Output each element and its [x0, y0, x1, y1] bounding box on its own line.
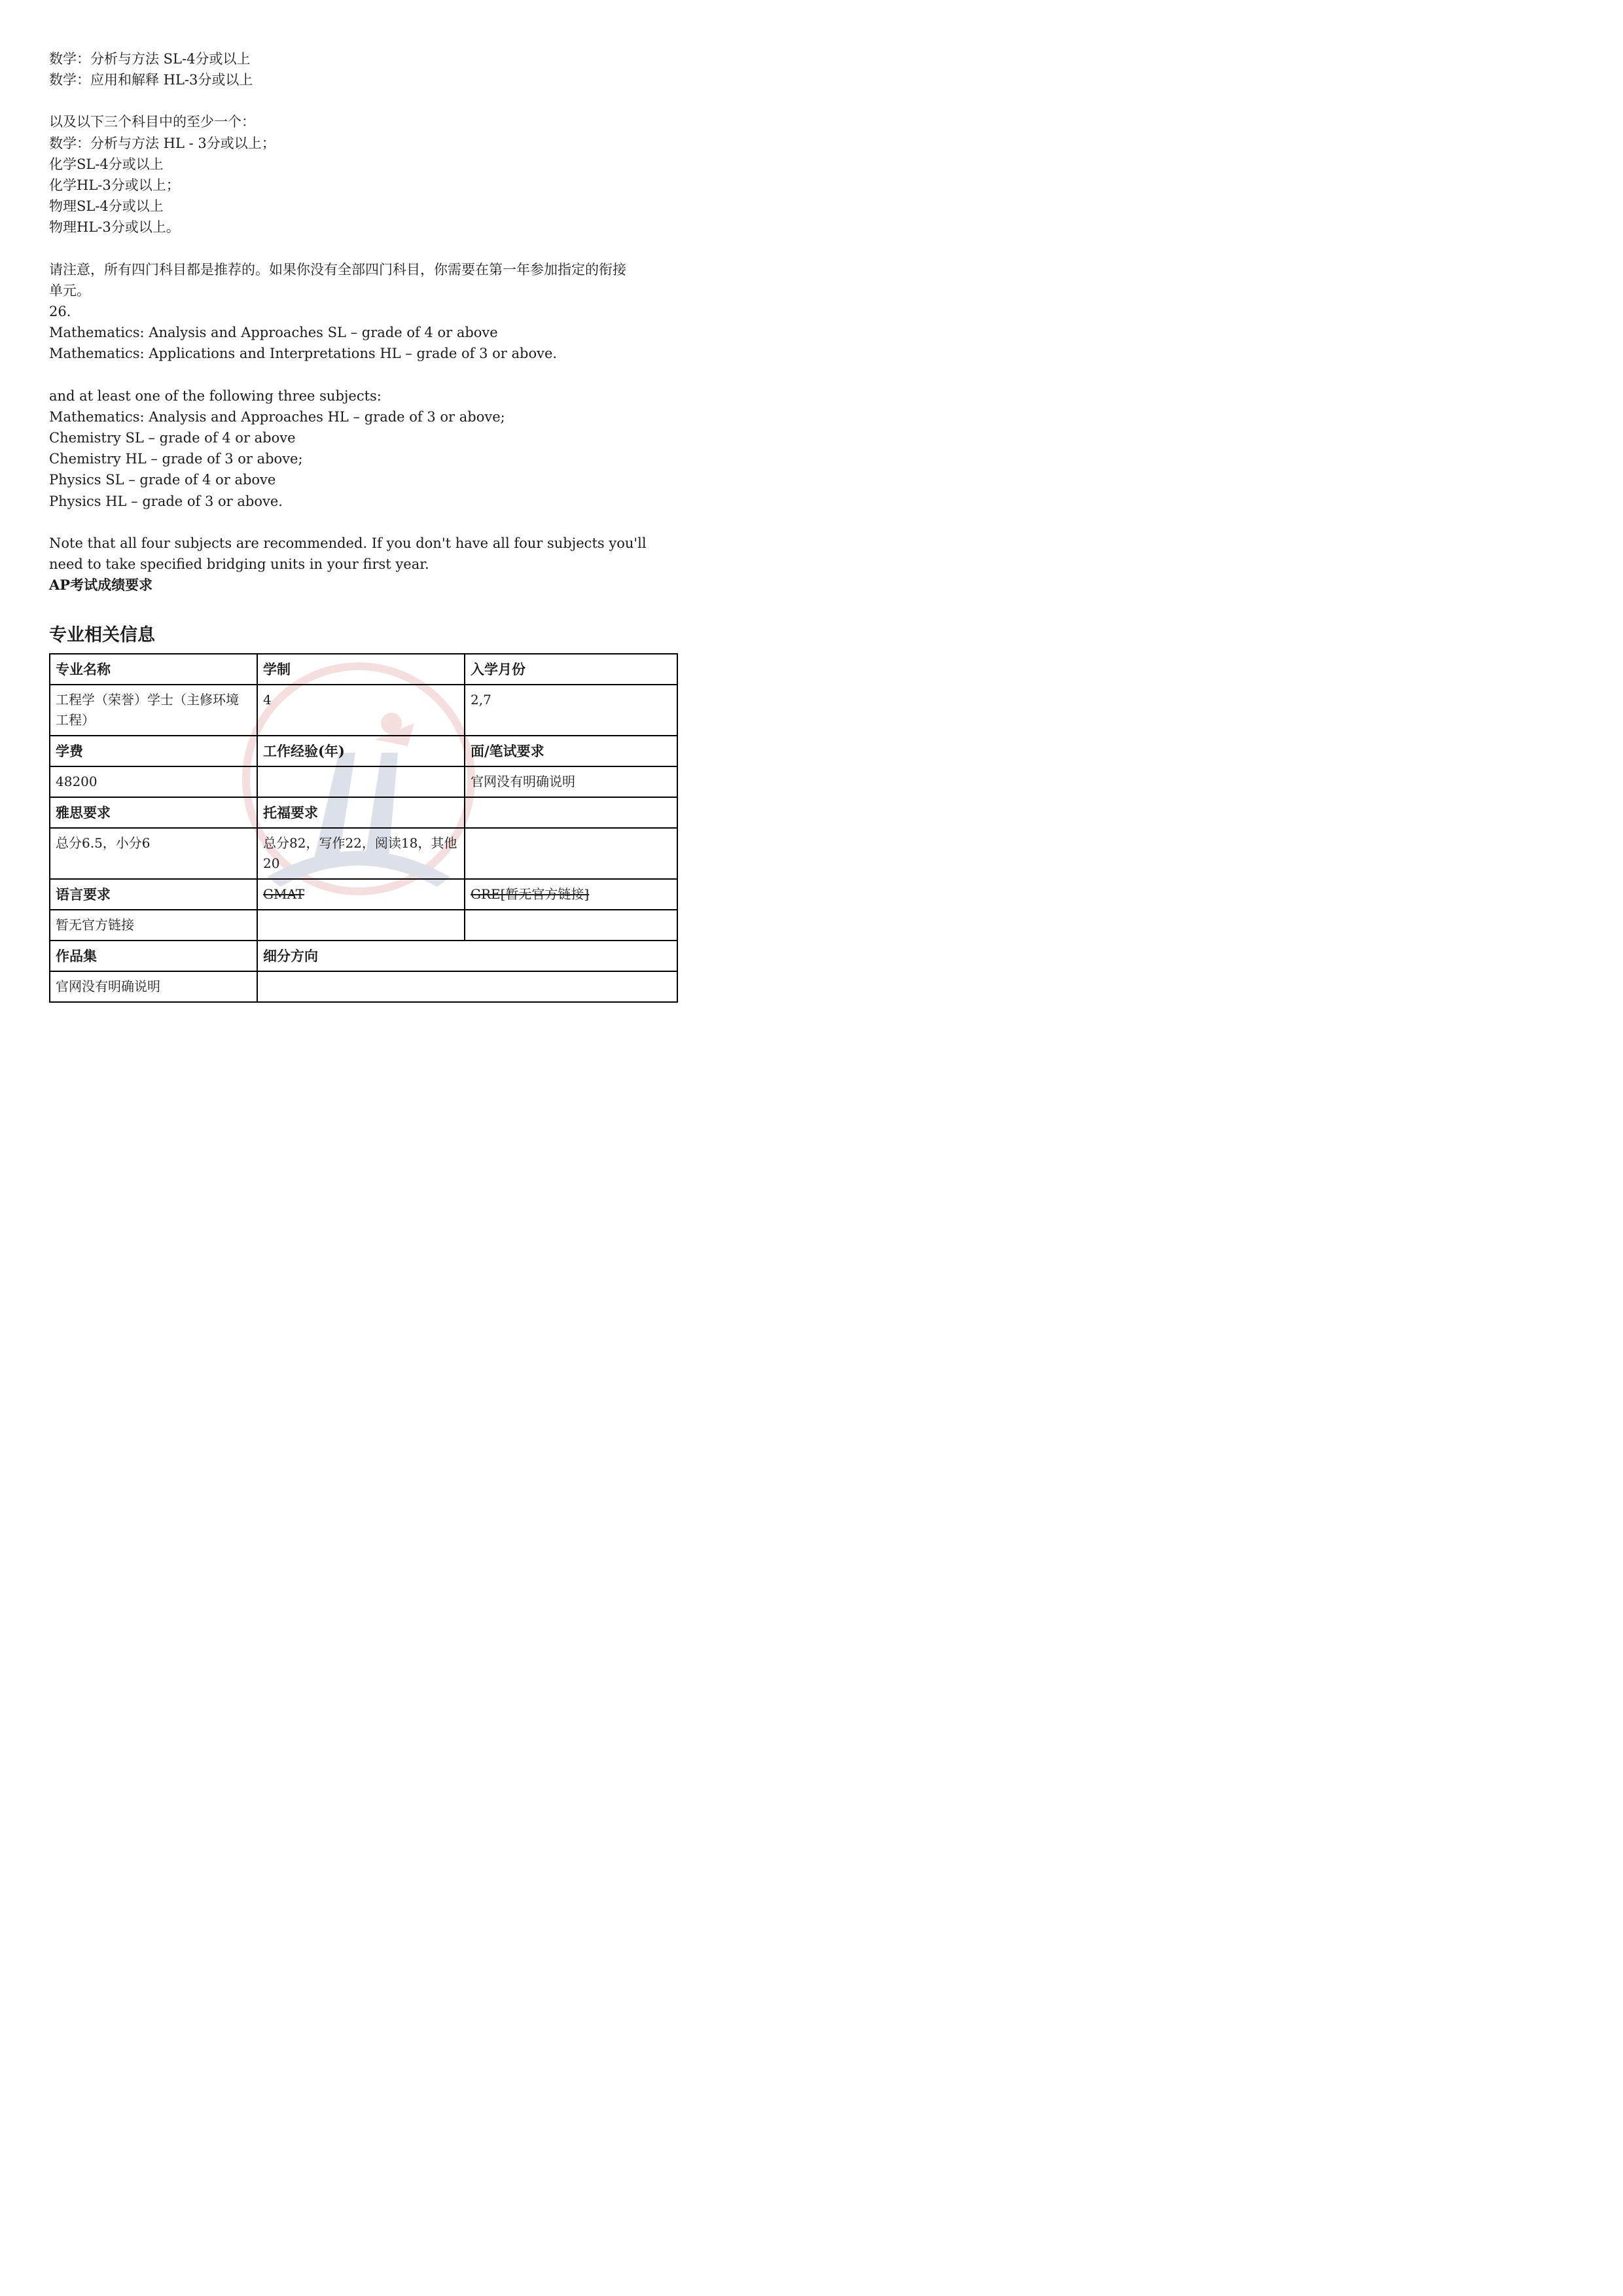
table-row — [50, 766, 677, 797]
requirements-text — [49, 48, 677, 596]
en-req-line: Chemistry SL – grade of 4 or above — [49, 430, 296, 446]
cn-req-line: 数学：分析与方法 HL - 3分或以上； — [49, 135, 276, 151]
ielts: 总分6.5，小分6 — [50, 828, 257, 879]
header-duration: 学制 — [257, 654, 465, 685]
table-row — [50, 685, 677, 736]
en-req-line: Physics HL – grade of 3 or above. — [49, 493, 283, 509]
toefl: 总分82，写作22，阅读18，其他20 — [257, 828, 465, 879]
en-note-line: Note that all four subjects are recommended. If you don't have all four subjects you'll — [49, 535, 647, 551]
table-row — [50, 941, 677, 971]
cn-req-line: 物理SL-4分或以上 — [49, 198, 164, 215]
header-program-name: 专业名称 — [50, 654, 257, 685]
table-row — [50, 654, 677, 685]
cn-note-line: 单元。 — [49, 282, 90, 298]
table-row — [50, 736, 677, 766]
intake: 2,7 — [465, 685, 677, 736]
header-toefl: 托福要求 — [257, 797, 465, 828]
cn-req-lines-b — [49, 111, 677, 238]
header-ielts: 雅思要求 — [50, 797, 257, 828]
en-req-lines-b — [49, 386, 677, 512]
en-req-line: Chemistry HL – grade of 3 or above; — [49, 451, 303, 467]
program-info-table — [49, 653, 678, 1003]
table-row — [50, 971, 677, 1002]
empty-cell — [465, 910, 677, 941]
gmat-label: GMAT — [257, 879, 465, 910]
cn-req-line: 化学SL-4分或以上 — [49, 156, 164, 172]
en-note — [49, 533, 677, 575]
cn-note-line: 请注意，所有四门科目都是推荐的。如果你没有全部四门科目，你需要在第一年参加指定的衔接 — [49, 261, 626, 278]
en-req-line: and at least one of the following three subjects: — [49, 387, 382, 404]
header-language: 语言要求 — [50, 879, 257, 910]
en-req-line: Mathematics: Analysis and Approaches HL – grade of 3 or above; — [49, 408, 505, 425]
empty-cell — [465, 828, 677, 879]
header-work-experience: 工作经验(年) — [257, 736, 465, 766]
table-row — [50, 797, 677, 828]
header-portfolio: 作品集 — [50, 941, 257, 971]
header-tuition: 学费 — [50, 736, 257, 766]
cn-req-lines-a — [49, 48, 677, 90]
portfolio: 官网没有明确说明 — [50, 971, 257, 1002]
empty-cell — [465, 797, 677, 828]
work-experience — [257, 766, 465, 797]
cn-note — [49, 259, 677, 301]
language: 暂无官方链接 — [50, 910, 257, 941]
gre-label: GRE[暂无官方链接] — [465, 879, 677, 910]
program-name: 工程学（荣誉）学士（主修环境工程） — [50, 685, 257, 736]
interview: 官网没有明确说明 — [465, 766, 677, 797]
en-req-line: Mathematics: Applications and Interpretations HL – grade of 3 or above. — [49, 346, 558, 362]
table-row — [50, 910, 677, 941]
en-note-line: need to take specified bridging units in your first year. — [49, 556, 429, 573]
header-intake: 入学月份 — [465, 654, 677, 685]
cn-req-line: 物理HL-3分或以上。 — [49, 219, 180, 236]
direction — [257, 971, 677, 1002]
en-req-lines-a — [49, 322, 677, 364]
header-direction: 细分方向 — [257, 941, 677, 971]
cn-req-line: 数学：分析与方法 SL-4分或以上 — [49, 51, 251, 67]
en-req-line: Mathematics: Analysis and Approaches SL – grade of 4 or above — [49, 325, 498, 341]
duration: 4 — [257, 685, 465, 736]
tuition: 48200 — [50, 766, 257, 797]
en-req-line: Physics SL – grade of 4 or above — [49, 472, 276, 488]
empty-cell — [257, 910, 465, 941]
table-row — [50, 828, 677, 879]
cn-req-line: 以及以下三个科目中的至少一个： — [49, 114, 255, 130]
section-title: 专业相关信息 — [49, 625, 155, 645]
ap-heading: AP考试成绩要求 — [49, 577, 153, 594]
table-row — [50, 879, 677, 910]
cn-req-line: 化学HL-3分或以上； — [49, 177, 180, 194]
header-interview: 面/笔试要求 — [465, 736, 677, 766]
ib-score: 26. — [49, 304, 71, 320]
cn-req-line: 数学：应用和解释 HL-3分或以上 — [49, 72, 253, 88]
